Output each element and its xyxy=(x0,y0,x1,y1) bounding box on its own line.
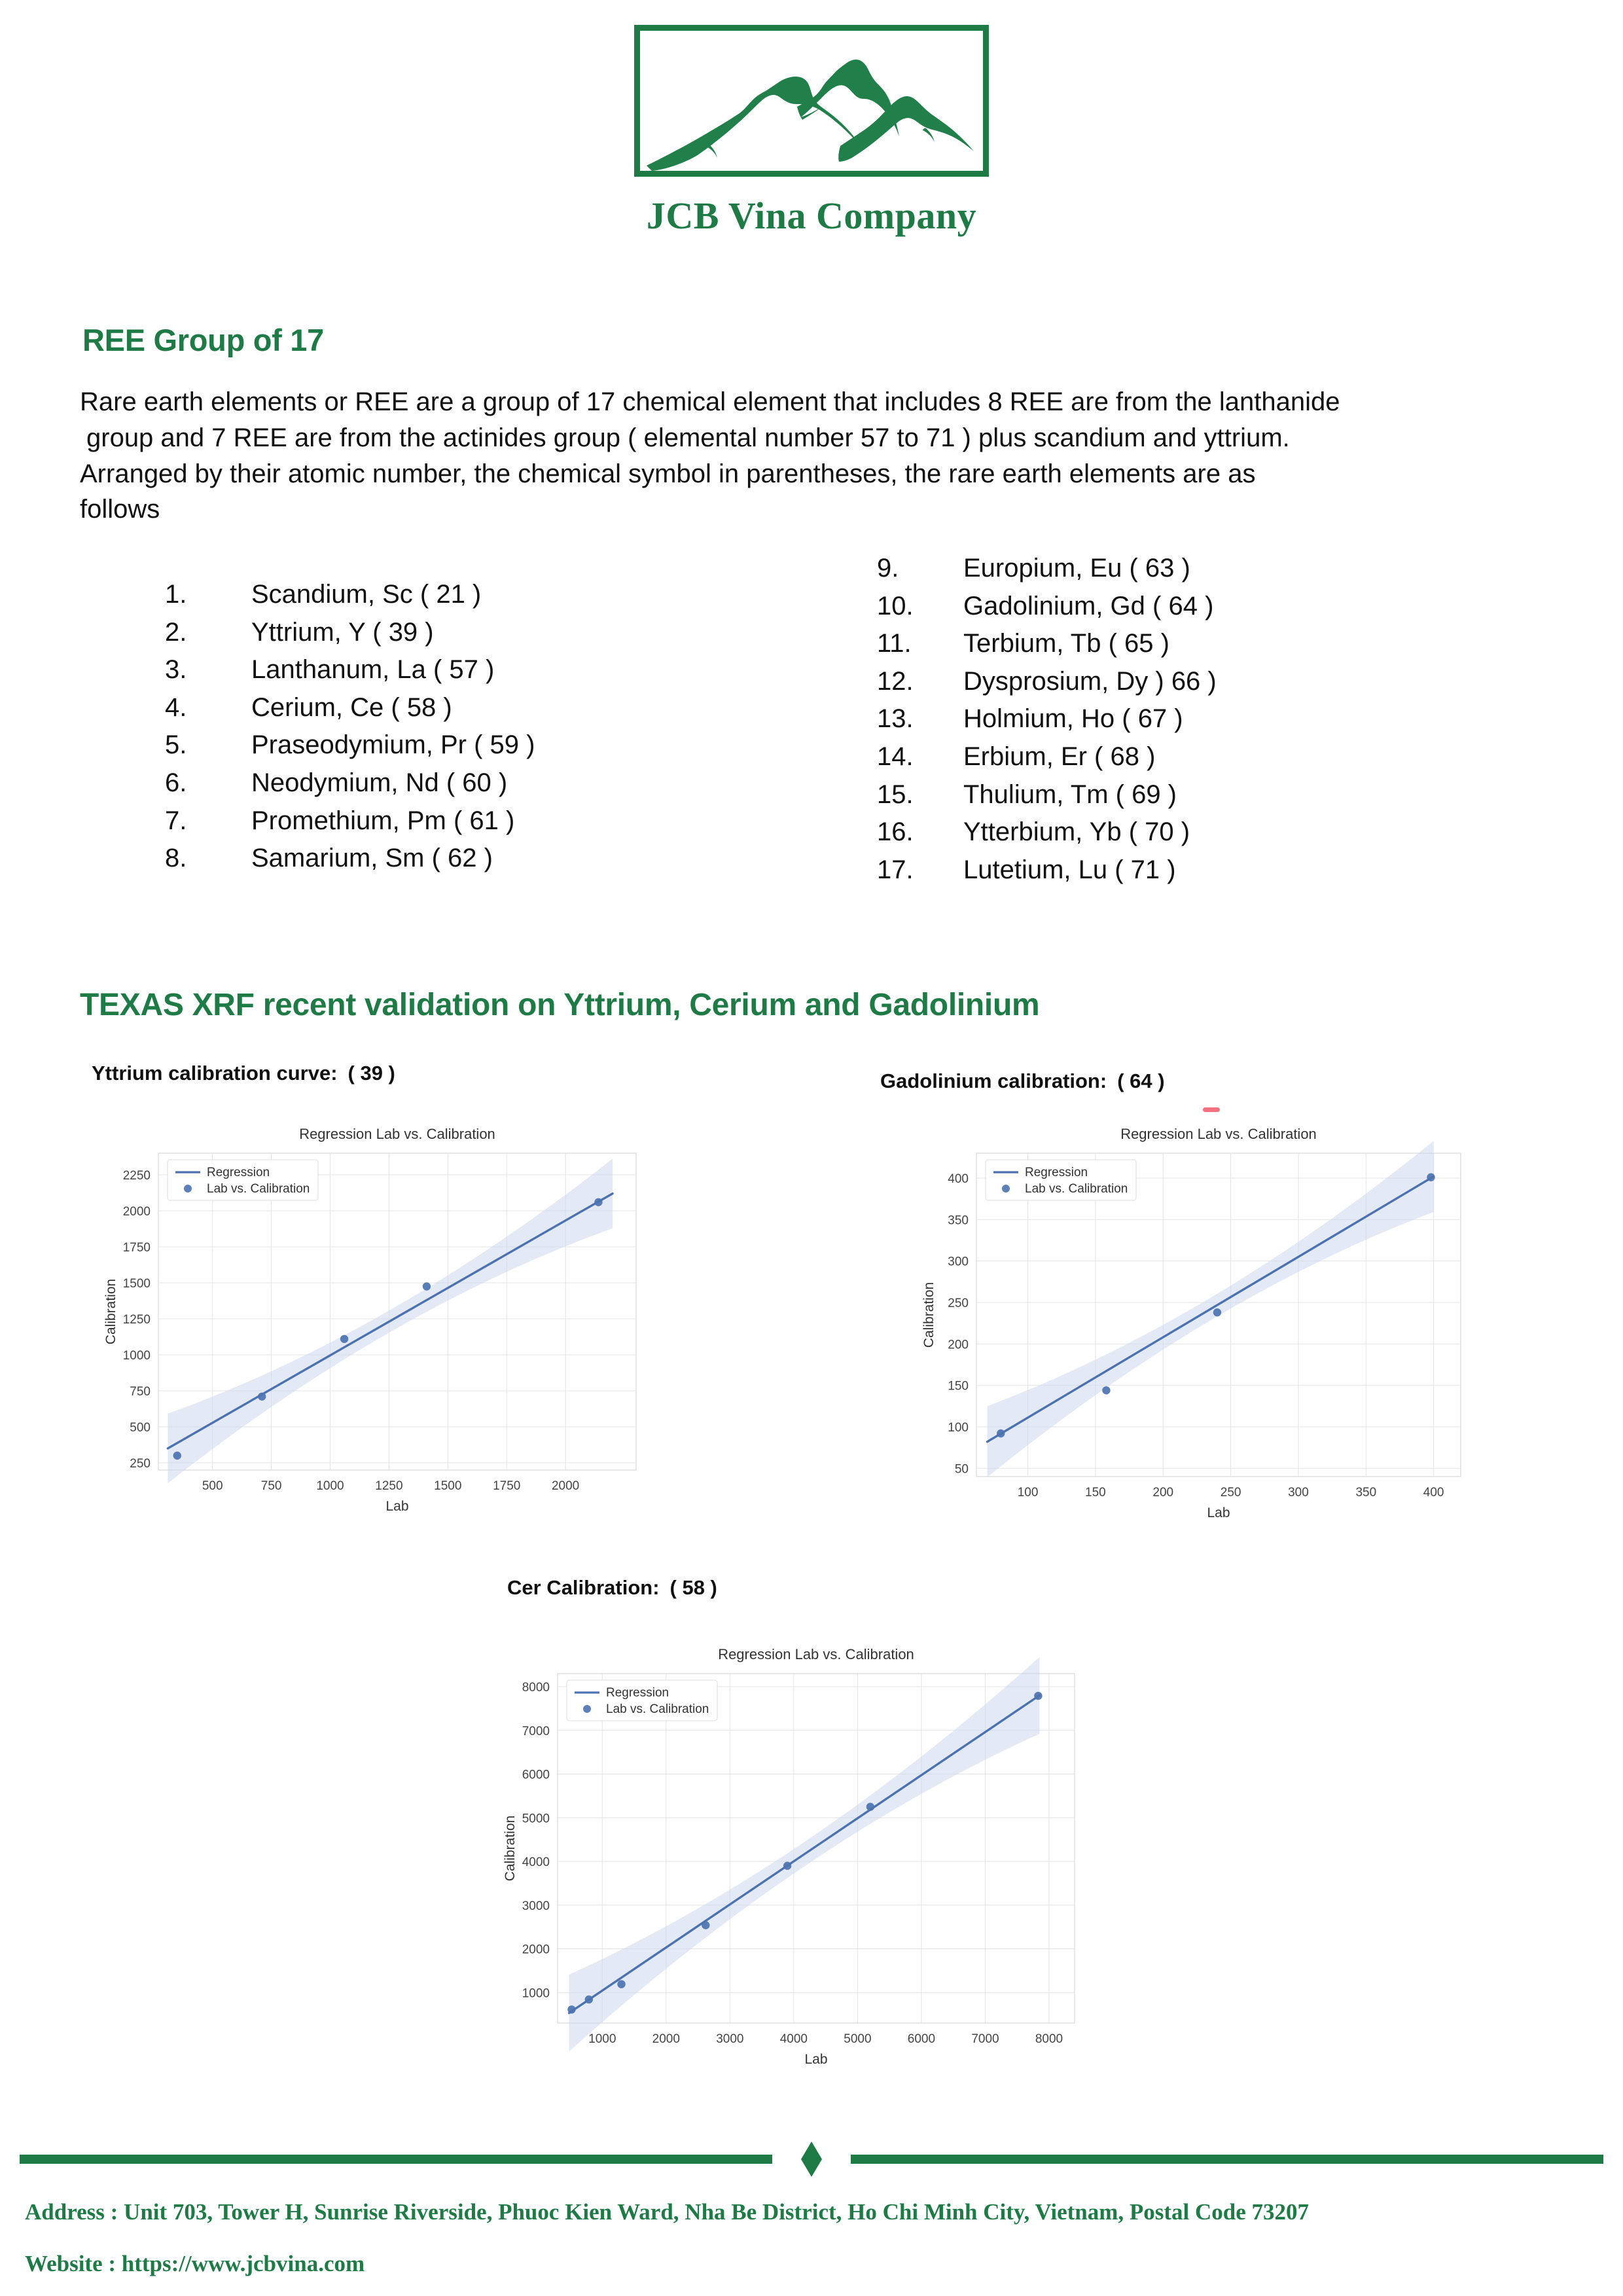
x-tick-label: 150 xyxy=(1085,1486,1106,1499)
data-point xyxy=(173,1452,181,1460)
list-item-number: 10. xyxy=(877,591,914,620)
cerium-chart-caption xyxy=(507,1576,717,1600)
x-tick-label: 1000 xyxy=(588,2032,616,2046)
y-tick-label: 1000 xyxy=(122,1349,151,1363)
x-tick-label: 4000 xyxy=(779,2032,808,2046)
list-item xyxy=(165,802,859,840)
data-point xyxy=(423,1282,431,1290)
y-tick-label: 3000 xyxy=(522,1899,550,1913)
x-tick-label: 2000 xyxy=(551,1479,580,1493)
x-tick-label: 6000 xyxy=(907,2032,936,2046)
data-point xyxy=(340,1335,348,1343)
list-item-label: Dysprosium, Dy ) 66 ) xyxy=(963,666,1217,696)
x-tick-label: 750 xyxy=(260,1479,282,1493)
footer-divider xyxy=(0,2139,1623,2179)
list-item-label: Scandium, Sc ( 21 ) xyxy=(251,580,482,609)
intro-line-1: Rare earth elements or REE are a group of 17 chemical element that includes 8 REE are from the lanthanide xyxy=(80,387,1340,416)
data-point xyxy=(258,1393,266,1401)
gadolinium-chart-caption xyxy=(880,1069,1165,1093)
list-item-number: 7. xyxy=(165,806,187,835)
list-item-number: 5. xyxy=(165,730,187,760)
list-item-label: Promethium, Pm ( 61 ) xyxy=(251,806,515,835)
x-tick-label: 3000 xyxy=(716,2032,744,2046)
gadolinium-caption-number: ( 64 ) xyxy=(1117,1069,1165,1092)
hexagon-ornament-icon xyxy=(801,2142,822,2177)
list-item-label: Holmium, Ho ( 67 ) xyxy=(963,704,1183,734)
list-item-label: Praseodymium, Pr ( 59 ) xyxy=(251,730,535,760)
chart-title: Regression Lab vs. Calibration xyxy=(718,1646,914,1662)
list-item xyxy=(877,700,1531,738)
list-item-label: Erbium, Er ( 68 ) xyxy=(963,742,1156,771)
yttrium-calibration-chart xyxy=(98,1113,648,1525)
list-item-label: Yttrium, Y ( 39 ) xyxy=(251,617,434,647)
data-point xyxy=(1427,1174,1435,1181)
y-tick-label: 6000 xyxy=(522,1768,550,1782)
footer-contact xyxy=(25,2200,1609,2275)
y-tick-label: 2250 xyxy=(122,1169,151,1183)
element-column-right xyxy=(877,554,1531,889)
intro-line-4: follows xyxy=(80,495,160,524)
list-item xyxy=(877,814,1531,852)
svg-text:Regression: Regression xyxy=(606,1686,669,1700)
cerium-caption-label: Cer Calibration: xyxy=(507,1576,660,1599)
data-point xyxy=(702,1921,709,1929)
x-axis-label: Lab xyxy=(385,1499,409,1514)
x-tick-label: 100 xyxy=(1017,1486,1039,1499)
intro-line-2: group and 7 REE are from the actinides group ( elemental number 57 to 71 ) plus scandium and yttrium. xyxy=(86,423,1290,452)
y-tick-label: 1500 xyxy=(122,1277,151,1291)
x-tick-label: 200 xyxy=(1152,1486,1174,1499)
chart-title: Regression Lab vs. Calibration xyxy=(1120,1126,1317,1142)
mountain-range-icon xyxy=(640,31,983,171)
x-tick-label: 350 xyxy=(1355,1486,1377,1499)
ree-intro-paragraph xyxy=(80,385,1539,527)
company-logo xyxy=(634,25,989,177)
red-mark-artifact xyxy=(1203,1107,1220,1112)
list-item xyxy=(877,738,1531,776)
ree-element-list xyxy=(0,554,1623,889)
yttrium-caption-label: Yttrium calibration curve: xyxy=(92,1062,338,1085)
list-item xyxy=(877,852,1531,889)
y-tick-label: 350 xyxy=(948,1213,969,1228)
y-tick-label: 200 xyxy=(948,1338,969,1352)
list-item-label: Thulium, Tm ( 69 ) xyxy=(963,780,1177,809)
y-axis-label: Calibration xyxy=(103,1278,118,1345)
list-item-label: Europium, Eu ( 63 ) xyxy=(963,554,1190,583)
list-item xyxy=(165,576,859,614)
list-item-number: 9. xyxy=(877,554,899,583)
yttrium-caption-number: ( 39 ) xyxy=(348,1062,395,1085)
list-item-number: 8. xyxy=(165,844,187,873)
company-name: JCB Vina Company xyxy=(646,194,977,237)
intro-line-3: Arranged by their atomic number, the chemical symbol in parentheses, the rare earth elements are as xyxy=(80,459,1256,488)
y-tick-label: 750 xyxy=(130,1385,151,1399)
x-tick-label: 1250 xyxy=(375,1479,403,1493)
gadolinium-calibration-chart xyxy=(916,1113,1472,1532)
cerium-caption-number: ( 58 ) xyxy=(669,1576,717,1599)
list-item xyxy=(877,663,1531,701)
element-column-left xyxy=(165,576,859,889)
x-tick-label: 300 xyxy=(1288,1486,1309,1499)
y-axis-label: Calibration xyxy=(503,1815,518,1882)
svg-text:Regression: Regression xyxy=(1025,1166,1088,1179)
chart-legend xyxy=(168,1160,318,1200)
list-item-number: 4. xyxy=(165,692,187,722)
y-tick-label: 300 xyxy=(948,1255,969,1269)
list-item xyxy=(877,550,1531,588)
y-tick-label: 4000 xyxy=(522,1856,550,1870)
svg-text:Regression: Regression xyxy=(207,1166,270,1179)
list-item-number: 12. xyxy=(877,666,914,696)
chart-legend xyxy=(986,1160,1136,1200)
list-item-label: Neodymium, Nd ( 60 ) xyxy=(251,768,508,797)
list-item-number: 14. xyxy=(877,742,914,771)
data-point xyxy=(617,1980,625,1988)
chart-title: Regression Lab vs. Calibration xyxy=(299,1126,495,1142)
y-tick-label: 1750 xyxy=(122,1241,151,1255)
y-tick-label: 500 xyxy=(130,1421,151,1435)
list-item-number: 16. xyxy=(877,817,914,847)
x-tick-label: 1000 xyxy=(316,1479,344,1493)
y-tick-label: 5000 xyxy=(522,1812,550,1826)
svg-text:Lab vs. Calibration: Lab vs. Calibration xyxy=(207,1182,310,1196)
cerium-calibration-chart xyxy=(497,1633,1086,2078)
y-tick-label: 1000 xyxy=(522,1986,550,2001)
svg-text:Lab vs. Calibration: Lab vs. Calibration xyxy=(606,1702,709,1716)
footer-address: Address : Unit 703, Tower H, Sunrise Riverside, Phuoc Kien Ward, Nha Be District, Ho Chi Minh City, Vietnam, Postal Code 73207 xyxy=(25,2199,1310,2225)
x-tick-label: 250 xyxy=(1220,1486,1241,1499)
y-tick-label: 400 xyxy=(948,1172,969,1186)
y-tick-label: 100 xyxy=(948,1421,969,1435)
list-item xyxy=(877,588,1531,626)
list-item-number: 11. xyxy=(877,629,912,658)
x-axis-label: Lab xyxy=(1207,1505,1230,1520)
list-item-label: Terbium, Tb ( 65 ) xyxy=(963,629,1169,658)
x-tick-label: 400 xyxy=(1423,1486,1444,1499)
y-tick-label: 150 xyxy=(948,1379,969,1393)
data-point xyxy=(783,1862,791,1870)
y-axis-label: Calibration xyxy=(921,1282,936,1348)
yttrium-plot xyxy=(98,1113,648,1525)
divider-line-left xyxy=(20,2155,772,2164)
y-tick-label: 8000 xyxy=(522,1681,550,1695)
list-item-number: 17. xyxy=(877,855,914,884)
x-tick-label: 1500 xyxy=(434,1479,462,1493)
x-tick-label: 1750 xyxy=(493,1479,521,1493)
data-point xyxy=(1213,1308,1221,1316)
list-item-number: 6. xyxy=(165,768,187,797)
gadolinium-plot xyxy=(916,1113,1472,1532)
list-item-number: 13. xyxy=(877,704,914,734)
y-tick-label: 2000 xyxy=(522,1943,550,1957)
list-item xyxy=(165,689,859,727)
data-point xyxy=(997,1429,1005,1437)
list-item-label: Gadolinium, Gd ( 64 ) xyxy=(963,591,1214,620)
cerium-plot xyxy=(497,1633,1086,2078)
x-tick-label: 500 xyxy=(202,1479,223,1493)
data-point xyxy=(567,2005,575,2013)
data-point xyxy=(594,1198,602,1206)
list-item-number: 2. xyxy=(165,617,187,647)
y-tick-label: 7000 xyxy=(522,1724,550,1738)
x-tick-label: 7000 xyxy=(971,2032,999,2046)
yttrium-chart-caption xyxy=(92,1062,395,1085)
list-item xyxy=(877,776,1531,814)
divider-line-right xyxy=(851,2155,1603,2164)
data-point xyxy=(585,1996,593,2003)
x-axis-label: Lab xyxy=(804,2052,828,2067)
list-item-number: 15. xyxy=(877,780,914,809)
list-item xyxy=(165,614,859,652)
y-tick-label: 1250 xyxy=(122,1313,151,1327)
list-item-label: Ytterbium, Yb ( 70 ) xyxy=(963,817,1190,847)
list-item-label: Samarium, Sm ( 62 ) xyxy=(251,844,493,873)
x-tick-label: 2000 xyxy=(652,2032,680,2046)
list-item-label: Lanthanum, La ( 57 ) xyxy=(251,655,495,685)
list-item xyxy=(165,726,859,764)
gadolinium-caption-label: Gadolinium calibration: xyxy=(880,1069,1107,1092)
data-point xyxy=(866,1803,874,1810)
list-item xyxy=(165,651,859,689)
y-tick-label: 250 xyxy=(948,1297,969,1310)
x-tick-label: 8000 xyxy=(1035,2032,1063,2046)
list-item-label: Cerium, Ce ( 58 ) xyxy=(251,692,452,722)
chart-legend xyxy=(567,1680,717,1721)
list-item-number: 1. xyxy=(165,580,187,609)
xrf-section-heading: TEXAS XRF recent validation on Yttrium, Cerium and Gadolinium xyxy=(80,988,1040,1022)
footer-website[interactable]: Website : https://www.jcbvina.com xyxy=(25,2251,365,2276)
y-tick-label: 2000 xyxy=(122,1205,151,1219)
document-header xyxy=(0,0,1623,238)
ree-section-heading: REE Group of 17 xyxy=(82,323,324,357)
data-point xyxy=(1102,1386,1110,1394)
y-tick-label: 50 xyxy=(954,1462,969,1477)
y-tick-label: 250 xyxy=(130,1457,151,1471)
list-item xyxy=(165,764,859,802)
x-tick-label: 5000 xyxy=(844,2032,872,2046)
list-item-number: 3. xyxy=(165,655,187,685)
data-point xyxy=(1034,1692,1042,1700)
list-item xyxy=(165,840,859,878)
list-item xyxy=(877,625,1531,663)
list-item-label: Lutetium, Lu ( 71 ) xyxy=(963,855,1176,884)
svg-text:Lab vs. Calibration: Lab vs. Calibration xyxy=(1025,1182,1128,1196)
